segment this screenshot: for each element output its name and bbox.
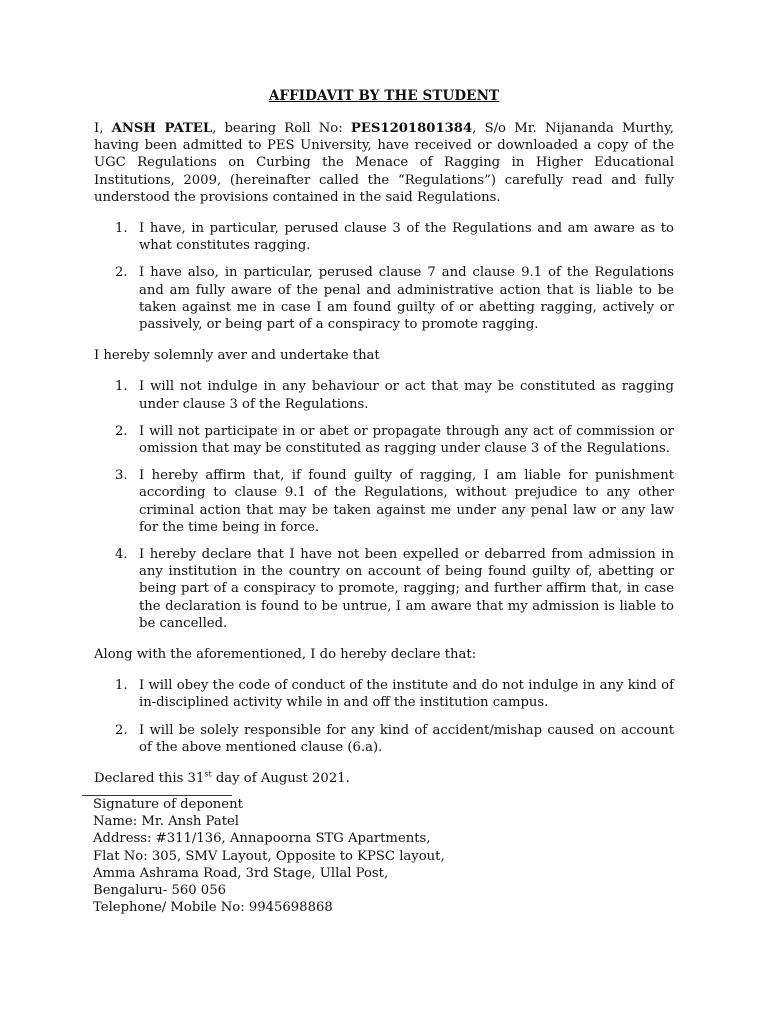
- list-item: [94, 677, 674, 711]
- list-item: [94, 423, 674, 457]
- list-number: 2.: [115, 265, 128, 281]
- undertaking-list: [94, 378, 674, 632]
- list-text: I hereby affirm that, if found guilty of ragging, I am liable for punishment according to clause 9.1 of the Regulations, without prejudice to any other criminal action that may be taken against me under any penal law or any law for the time being in force.: [139, 468, 674, 535]
- document-title: AFFIDAVIT BY THE STUDENT: [268, 88, 500, 104]
- list-text: I have also, in particular, perused clause 7 and clause 9.1 of the Regulations and am fully aware of the penal and administrative action that is liable to be taken against me in case I am found guilty of or abetting ragging, actively or passively, or being part of a conspiracy to promote ragging.: [139, 265, 674, 333]
- list-text: I will not indulge in any behaviour or act that may be constituted as ragging under clause 3 of the Regulations.: [139, 379, 674, 412]
- list-number: 1.: [115, 379, 128, 395]
- list-item: [94, 722, 674, 756]
- intro-text-1: I,: [94, 121, 112, 136]
- declared-suffix: day of August 2021.: [211, 771, 350, 787]
- declared-ordinal: st: [204, 769, 212, 779]
- list-text: I hereby declare that I have not been expelled or debarred from admission in any institution in the country on account of being found guilty of, abetting or being part of a conspiracy to promote, ragging; and further affirm that, in case the declaration is found to be untrue, I am aware that my admission is liable to be cancelled.: [139, 547, 674, 631]
- declared-date: [94, 770, 674, 787]
- address-line-4: Bengaluru- 560 056: [93, 883, 226, 899]
- aver-heading: I hereby solemnly aver and undertake that: [94, 348, 380, 364]
- list-text: I will obey the code of conduct of the institute and do not indulge in any kind of in-disciplined activity while in and off the institution campus.: [139, 678, 674, 711]
- list-number: 1.: [115, 221, 128, 237]
- list-text: I have, in particular, perused clause 3 of the Regulations and am aware as to what constitutes ragging.: [139, 221, 674, 254]
- list-item: [94, 467, 674, 536]
- address-line-2: Flat No: 305, SMV Layout, Opposite to KPSC layout,: [93, 848, 445, 864]
- list-item: [94, 264, 674, 333]
- address-line-3: Amma Ashrama Road, 3rd Stage, Ullal Post,: [93, 865, 389, 881]
- address-line-1: Address: #311/136, Annapoorna STG Apartments,: [93, 831, 431, 847]
- signature-block: [93, 796, 445, 916]
- list-text: I will not participate in or abet or propagate through any act of commission or omission that may be constituted as ragging under clause 3 of the Regulations.: [139, 423, 674, 457]
- deponent-name: Name: Mr. Ansh Patel: [93, 814, 240, 830]
- list-number: 2.: [115, 423, 128, 439]
- list-item: [94, 220, 674, 254]
- intro-text-3: , S/o Mr. Nijananda Murthy, having been admitted to PES University, have received or downloaded a copy of the UGC Regulations on Curbing the Menace of Ragging in Higher Educational Institutions, 2009, (hereinafter called the “Regulations”) carefully read and fully understood the provisions contained in the said Regulations.: [94, 121, 674, 205]
- student-name: ANSH PATEL: [111, 121, 213, 136]
- intro-text-2: , bearing Roll No:: [212, 121, 351, 136]
- along-heading: Along with the aforementioned, I do hereby declare that:: [94, 647, 477, 663]
- list-text: I will be solely responsible for any kind of accident/mishap caused on account of the above mentioned clause (6.a).: [139, 722, 674, 755]
- list-item: [94, 546, 674, 632]
- declaration-list: [94, 677, 674, 756]
- declared-prefix: Declared this 31: [94, 771, 205, 787]
- signature-label: Signature of deponent: [93, 797, 243, 812]
- awareness-list: [94, 220, 674, 333]
- list-number: 1.: [115, 678, 128, 694]
- roll-number: PES1201801384: [350, 121, 473, 136]
- list-item: [94, 378, 674, 412]
- list-number: 4.: [115, 547, 128, 563]
- document-body: [94, 120, 674, 787]
- list-number: 3.: [115, 468, 128, 484]
- list-number: 2.: [115, 722, 128, 738]
- intro-paragraph: [94, 120, 674, 206]
- phone-number: Telephone/ Mobile No: 9945698868: [93, 900, 333, 916]
